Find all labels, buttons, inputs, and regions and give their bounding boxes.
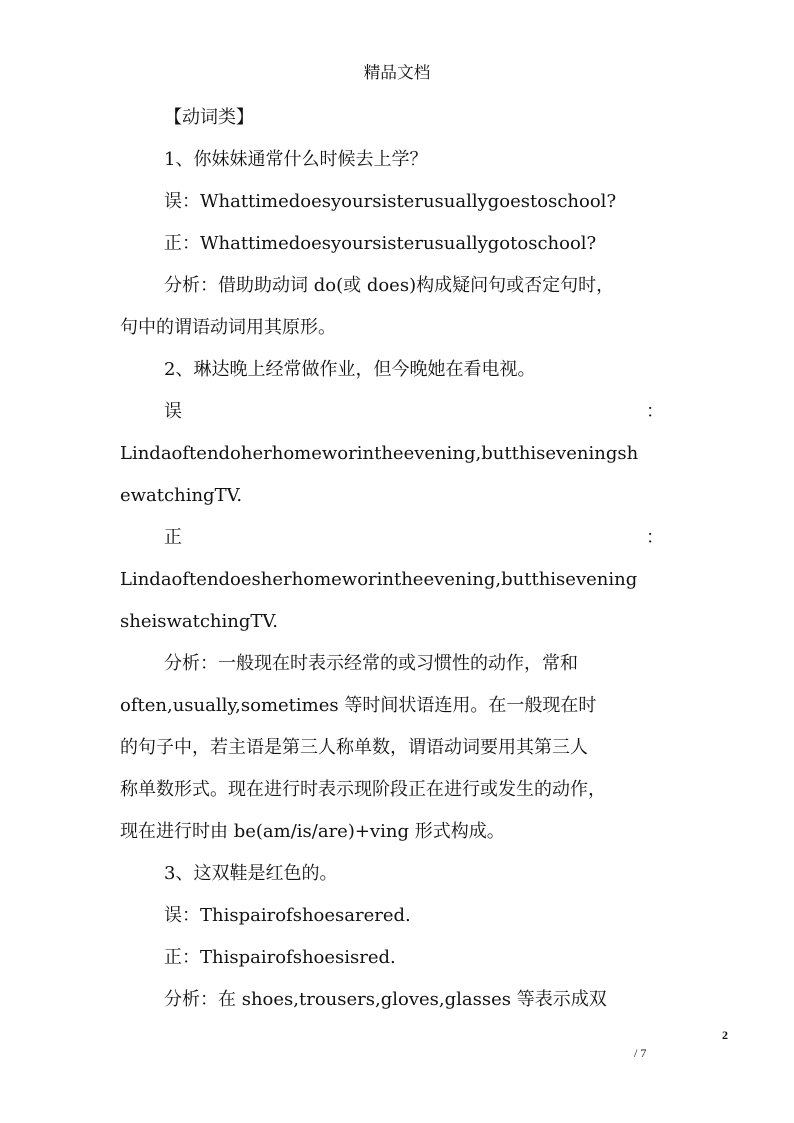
item3-wrong: 误：Thispairofshoesarered. [164,905,411,926]
item3-question: 3、这双鞋是红色的。 [164,863,338,884]
item2-right-colon: ： [646,527,664,548]
item2-right-line1: Lindaoftendoesherhomeworintheevening,butthisevening [120,569,638,590]
item2-analysis-line5: 现在进行时由 be(am/is/are)+ving 形式构成。 [120,821,505,842]
item2-wrong-colon: ： [646,401,664,422]
item2-right-label-row [164,526,664,550]
item2-wrong-line1: Lindaoftendoherhomeworintheevening,butthiseveningsh [120,443,639,464]
item1-right: 正：Whattimedoesyoursisterusuallygotoschool? [164,233,597,254]
item3-right: 正：Thispairofshoesisred. [164,947,396,968]
item1-question: 1、你妹妹通常什么时候去上学？ [164,149,428,170]
section-heading: 【动词类】 [164,107,254,128]
item2-right-label: 正 [164,527,182,548]
page-number: 2 [722,1028,728,1042]
item1-analysis-line2: 句中的谓语动词用其原形。 [120,317,336,338]
item1-wrong: 误：Whattimedoesyoursisterusuallygoestoschool? [164,191,617,212]
page-total: / 7 [634,1046,647,1060]
item2-wrong-label-row [164,400,664,424]
item2-question: 2、琳达晚上经常做作业，但今晚她在看电视。 [164,359,536,380]
item2-analysis-line3: 的句子中，若主语是第三人称单数，谓语动词要用其第三人 [120,737,588,758]
page-header-title: 精品文档 [363,62,431,82]
item3-analysis-line1: 分析：在 shoes,trousers,gloves,glasses 等表示成双 [164,989,607,1010]
item2-analysis-line1: 分析：一般现在时表示经常的或习惯性的动作，常和 [164,653,578,674]
item2-wrong-line2: ewatchingTV. [120,485,243,506]
item2-analysis-line4: 称单数形式。现在进行时表示现阶段正在进行或发生的动作， [120,779,606,800]
item2-right-line2: sheiswatchingTV. [120,611,278,632]
item2-analysis-line2: often,usually,sometimes 等时间状语连用。在一般现在时 [120,695,597,716]
item1-analysis-line1: 分析：借助助动词 do(或 does)构成疑问句或否定句时， [164,275,615,296]
item2-wrong-label: 误 [164,401,182,422]
